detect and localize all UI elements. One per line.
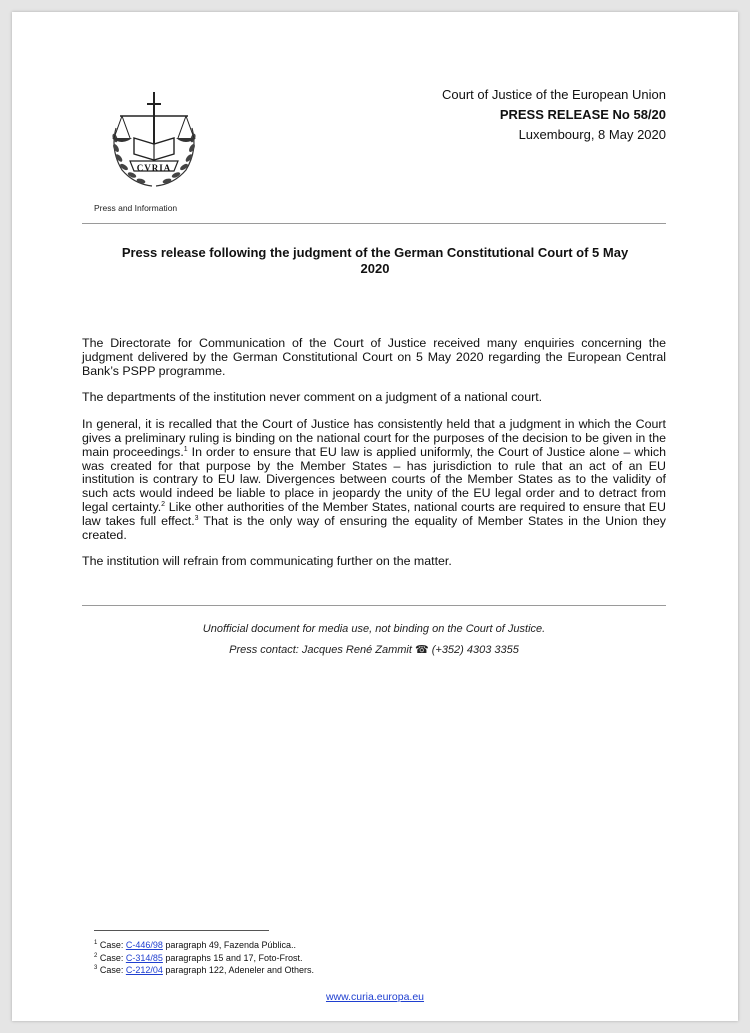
footnote-divider bbox=[94, 930, 269, 931]
case-link[interactable]: C-314/85 bbox=[125, 952, 163, 963]
footnotes bbox=[94, 939, 314, 977]
disclaimer-line-1: Unofficial document for media use, not binding on the Court of Justice. bbox=[202, 623, 546, 635]
institution-name: Court of Justice of the European Union bbox=[441, 87, 666, 102]
website-link[interactable]: www.curia.europa.eu bbox=[325, 991, 425, 1003]
paragraph-3-part-d: That is the only way of ensuring the equality of Member States in the Union they created. bbox=[82, 513, 666, 542]
case-link[interactable]: C-446/98 bbox=[125, 940, 163, 950]
footnote-3 bbox=[94, 964, 314, 977]
footnote-number: 1 bbox=[94, 940, 98, 946]
press-release-page bbox=[12, 12, 738, 1021]
header-divider bbox=[82, 223, 666, 224]
footnote-text: paragraph 122, Adeneler and Others. bbox=[162, 965, 314, 975]
paragraph-3-part-c: Like other authorities of the Member States, national courts are required to ensure that EU law takes full effect. bbox=[82, 499, 666, 528]
disclaimer bbox=[82, 619, 666, 661]
footnote-number: 2 bbox=[94, 952, 98, 959]
header-block bbox=[442, 85, 666, 145]
paragraph-3-part-b: In order to ensure that EU law is applied uniformly, the Court of Justice alone – which was created for that purpose by the Member States – has jurisdiction to rule that an act of an EU institution is contrary to EU law. Divergences between courts of the Member States as to the validity of such acts would indeed be liable to place in jeopardy the unity of the EU legal order and to detract from legal certainty. bbox=[82, 444, 667, 514]
press-info-label: Press and Information bbox=[94, 203, 178, 213]
page-title bbox=[102, 245, 648, 277]
press-contact bbox=[82, 640, 666, 661]
curia-logo bbox=[104, 88, 204, 192]
press-release-number: PRESS RELEASE No 58/20 bbox=[499, 107, 666, 122]
logo-text: CVRIA bbox=[136, 163, 172, 173]
footnote-text: paragraph 49, Fazenda Pública.. bbox=[162, 940, 296, 950]
case-link[interactable]: C-212/04 bbox=[125, 965, 163, 975]
paragraph-2: The departments of the institution never comment on a judgment of a national court. bbox=[82, 390, 543, 405]
paragraph-3 bbox=[82, 418, 666, 542]
paragraph-1: The Directorate for Communication of the Court of Justice received many enquiries concerning the judgment delivered by the German Constitutional Court on 5 May 2020 regarding the European Central Bank’s PSPP programme. bbox=[82, 336, 666, 378]
footnote-prefix: Case: bbox=[97, 952, 126, 963]
footnote-ref-1[interactable]: 1 bbox=[183, 445, 188, 453]
place-date: Luxembourg, 8 May 2020 bbox=[518, 127, 666, 142]
footnote-ref-2[interactable]: 2 bbox=[161, 500, 166, 508]
phone-icon: ☎ bbox=[414, 644, 429, 656]
body-text bbox=[82, 337, 666, 582]
title-line-2: 2020 bbox=[360, 261, 390, 276]
footnote-prefix: Case: bbox=[97, 940, 126, 950]
footnote-prefix: Case: bbox=[97, 965, 126, 975]
body-divider bbox=[82, 605, 666, 606]
press-contact-name: Press contact: Jacques René Zammit bbox=[229, 644, 412, 656]
footnote-1 bbox=[94, 939, 314, 952]
title-line-1: Press release following the judgment of the German Constitutional Court of 5 May bbox=[121, 245, 629, 260]
website-footer bbox=[12, 991, 738, 1003]
footnote-text: paragraphs 15 and 17, Foto-Frost. bbox=[162, 952, 303, 963]
paragraph-4: The institution will refrain from communicating further on the matter. bbox=[82, 554, 452, 569]
press-contact-phone: (+352) 4303 3355 bbox=[428, 644, 519, 656]
paragraph-3-part-a: In general, it is recalled that the Court of Justice has consistently held that a judgment in which the Court gives a preliminary ruling is binding on the national court for the purposes of the decision to be given in the main proceedings. bbox=[82, 417, 666, 459]
footnote-number: 3 bbox=[94, 965, 98, 971]
footnote-ref-3[interactable]: 3 bbox=[194, 514, 199, 522]
footnote-2 bbox=[94, 952, 314, 965]
